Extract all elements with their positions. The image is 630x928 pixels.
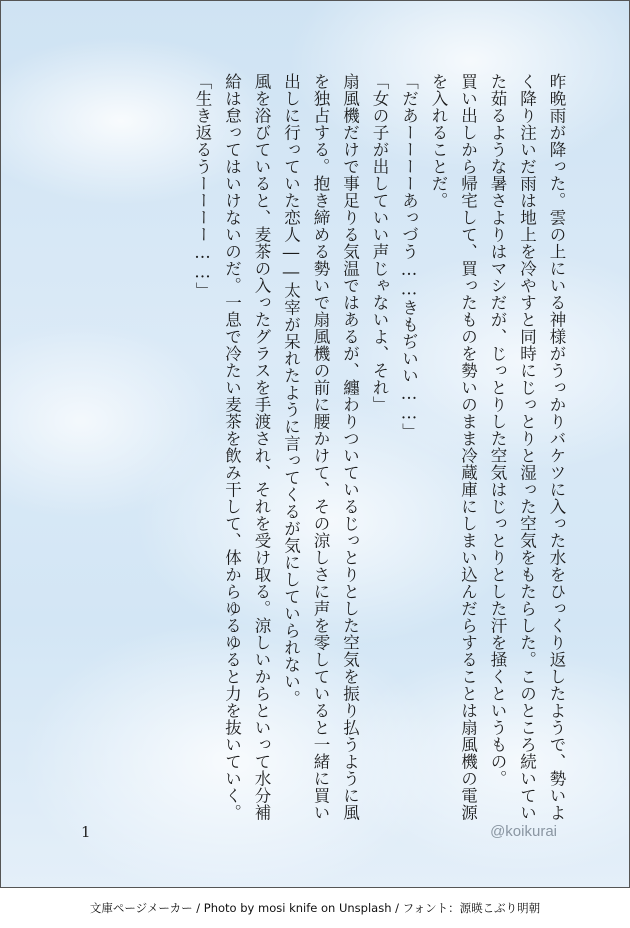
vertical-body-text bbox=[51, 73, 571, 833]
dialogue-line: 「だあーーーーあっづう……きもぢいい……」 bbox=[399, 73, 419, 440]
paragraph: 扇風機だけで事足りる気温ではあるが、纏わりついているじっとりとした空気を振り払うように風を独占する。抱き締める勢いで扇風機の前に腰かけて、その涼しさに声を零していると一緒に買い出しに行っていた恋人――太宰が呆れたように言ってくるが気にしていられない。 bbox=[281, 73, 360, 821]
paragraph: 昨晩雨が降った。雲の上にいる神様がうっかりバケツに入った水をひっくり返したようで、勢いよく降り注いだ雨は地上を冷やすと同時にじっとりと湿った空気をもたらした。このところ続いていた茹るような暑さよりはマシだが、じっとりした空気はじっとりとした汗を掻くというもの。 bbox=[488, 73, 566, 821]
paragraph: 買い出しから帰宅して、買ったものを勢いのまま冷蔵庫にしまい込んだらすることは扇風機の電源を入れることだ。 bbox=[429, 73, 478, 821]
page-number: 1 bbox=[81, 823, 91, 841]
paragraph: 風を浴びていると、麦茶の入ったグラスを手渡され、それを受け取る。涼しいからといって水分補給は怠ってはいけないのだ。一息で冷たい麦茶を飲み干して、体からゆるゆると力を抜いていく。 bbox=[222, 73, 271, 821]
author-handle: @koikurai bbox=[490, 823, 557, 840]
dialogue-line: 「女の子が出していい声じゃないよ、それ」 bbox=[370, 73, 389, 413]
footer-credits: 文庫ページメーカー / Photo by mosi knife on Unsplash / フォント：源暎こぶり明朝 bbox=[89, 901, 541, 915]
dialogue-line: 「生き返るうーーーー……」 bbox=[193, 73, 212, 299]
